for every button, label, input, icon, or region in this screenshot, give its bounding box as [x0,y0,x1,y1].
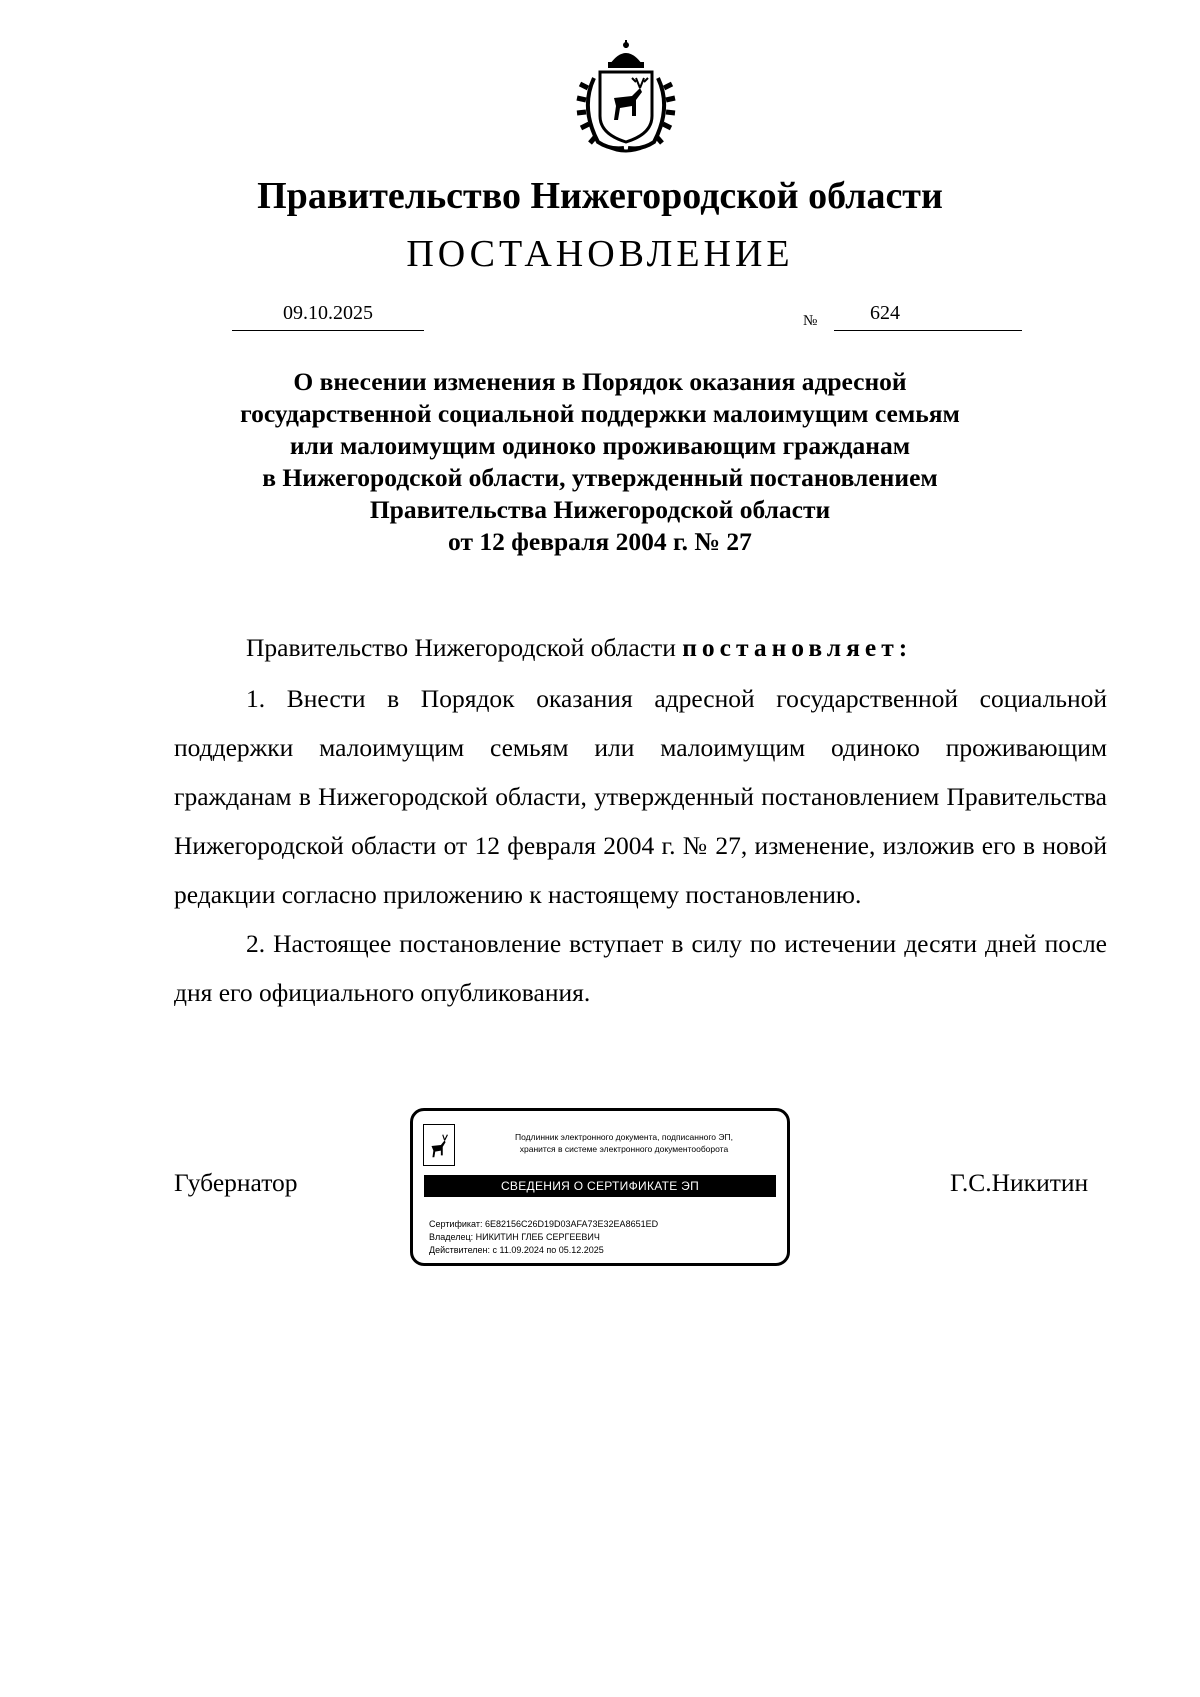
subject-line: от 12 февраля 2004 г. № 27 [448,527,752,556]
subject-line: Правительства Нижегородской области [369,495,831,524]
electronic-signature-stamp [410,1108,790,1266]
signer-name: Г.С.Никитин [950,1168,1089,1197]
document-body [174,623,1107,1017]
signer-position: Губернатор [174,1168,298,1197]
paragraph-1: 1. Внести в Порядок оказания адресной государственной социальной поддержки малоимущим семьям или малоимущим одиноко проживающим гражданам в Нижегородской области, утвержденный постановлением Правительства Нижегородской области от 12 февраля 2004 г. № 27, изменение, изложив его в новой редакции согласно приложению к настоящему постановлению. [174,684,1107,909]
document-number: 624 [870,302,900,324]
document-subject [160,366,1040,558]
enacting-clause-verb: постановляет: [682,633,913,662]
subject-line: государственной социальной поддержки малоимущим семьям [240,399,960,428]
stamp-details [429,1218,658,1257]
subject-line: О внесении изменения в Порядок оказания адресной [293,367,907,396]
number-sign: № [803,313,818,329]
stamp-note [463,1131,785,1155]
deer-emblem-icon [423,1124,455,1166]
document-number-field [834,302,1022,331]
stamp-note-line: хранится в системе электронного документооборота [519,1144,729,1154]
stamp-heading: СВЕДЕНИЯ О СЕРТИФИКАТЕ ЭП [424,1175,776,1197]
certificate-owner: Владелец: НИКИТИН ГЛЕБ СЕРГЕЕВИЧ [429,1232,600,1242]
stamp-note-line: Подлинник электронного документа, подписанного ЭП, [515,1132,733,1142]
certificate-id: Сертификат: 6E82156C26D19D03AFA73E32EA8651ED [429,1219,659,1229]
subject-line: в Нижегородской области, утвержденный постановлением [262,463,938,492]
paragraph-2: 2. Настоящее постановление вступает в силу по истечении десяти дней после дня его официального опубликования. [174,929,1107,1007]
document-type: ПОСТАНОВЛЕНИЕ [406,233,794,275]
subject-line: или малоимущим одиноко проживающим гражданам [289,431,911,460]
government-title: Правительство Нижегородской области [257,175,943,217]
enacting-clause-prefix: Правительство Нижегородской области [246,633,676,662]
enacting-clause [174,623,1107,672]
document-date: 09.10.2025 [232,302,424,331]
coat-of-arms-icon [570,38,682,156]
certificate-validity: Действителен: с 11.09.2024 по 05.12.2025 [429,1245,604,1255]
